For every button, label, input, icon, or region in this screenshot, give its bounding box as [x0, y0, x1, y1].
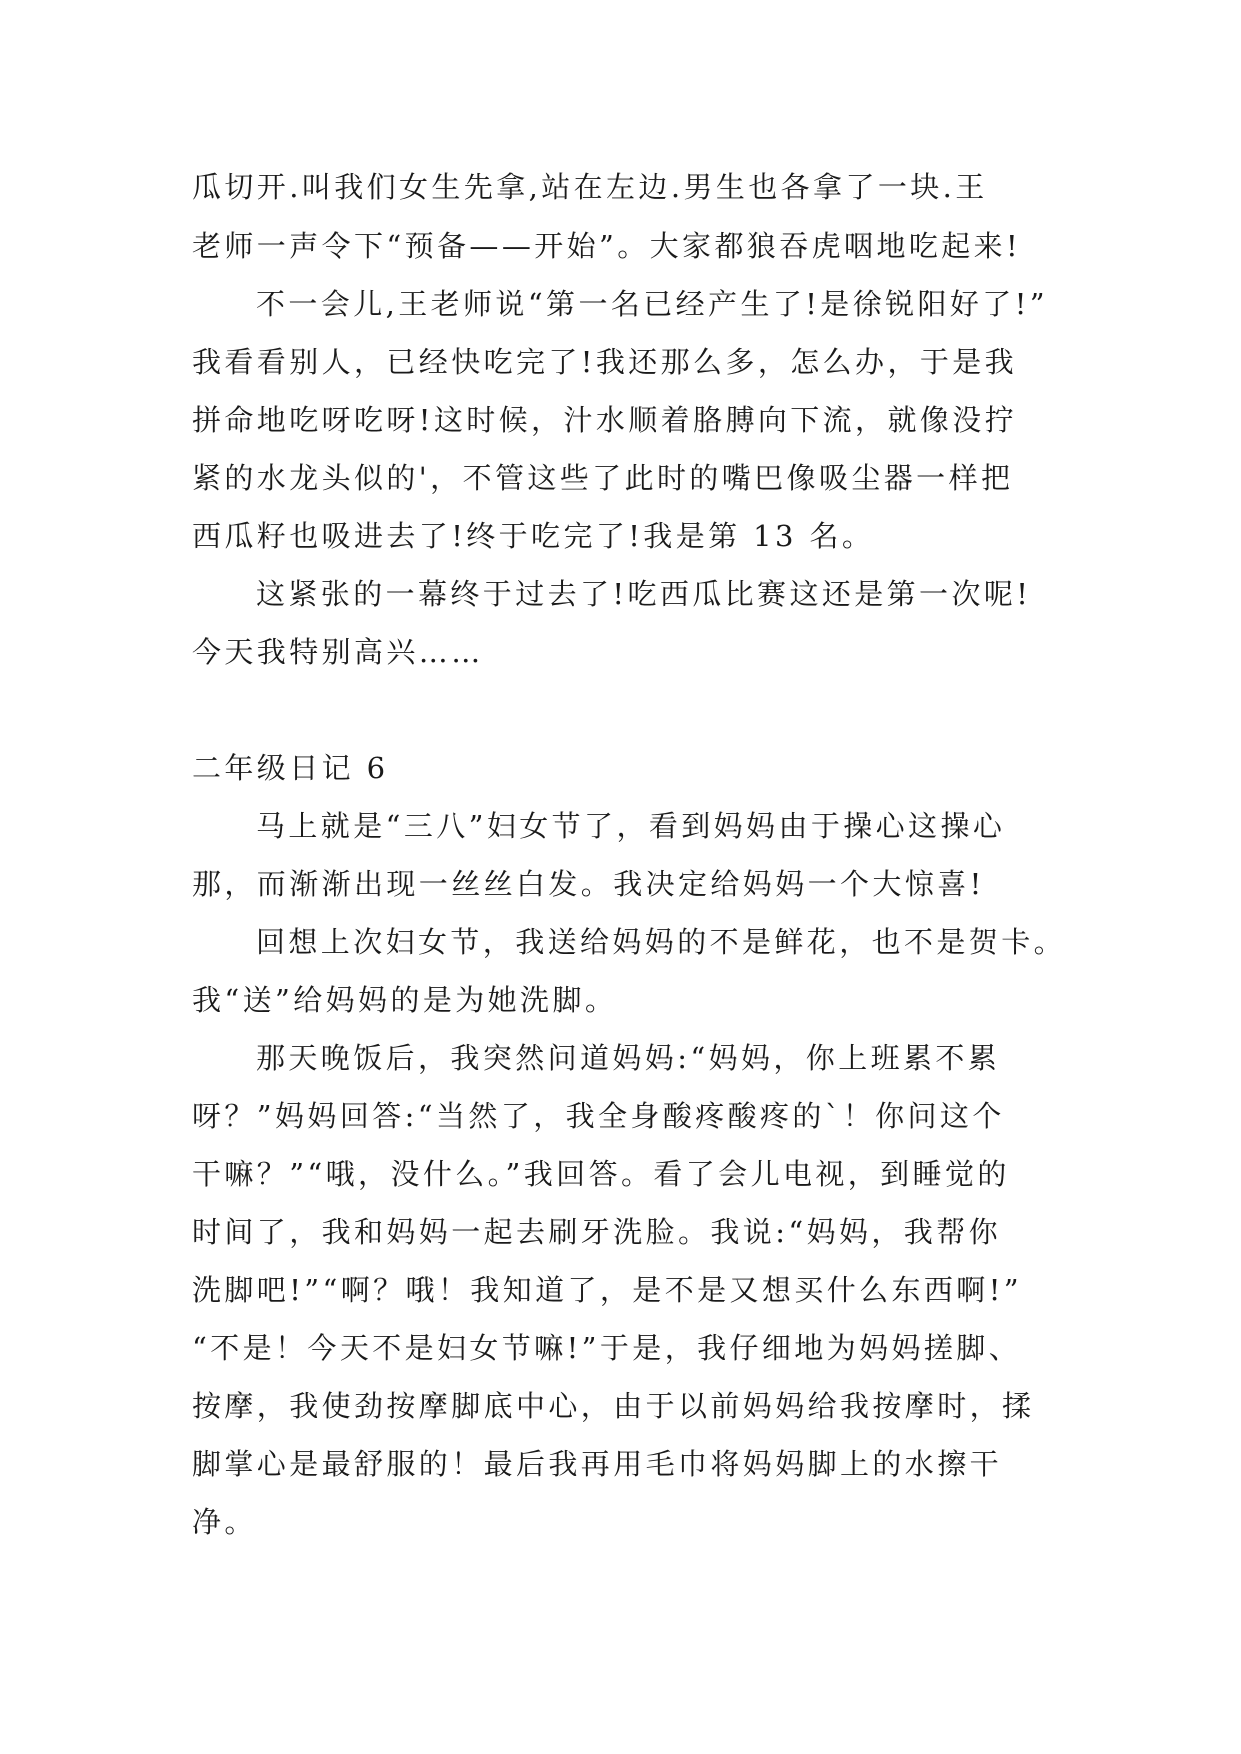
- paragraph-line: 那，而渐渐出现一丝丝白发。我决定给妈妈一个大惊喜!: [192, 867, 985, 901]
- paragraph-line: 西瓜籽也吸进去了!终于吃完了!我是第 13 名。: [192, 519, 875, 553]
- paragraph-line: 马上就是“三八”妇女节了，看到妈妈由于操心这操心: [256, 809, 1006, 843]
- paragraph-line: 那天晚饭后，我突然问道妈妈:“妈妈，你上班累不累: [256, 1041, 1001, 1075]
- paragraph-line: 不一会儿,王老师说“第一名已经产生了!是徐锐阳好了!”: [256, 287, 1048, 321]
- paragraph-line: 今天我特别高兴……: [192, 635, 484, 669]
- paragraph-line: 净。: [192, 1505, 257, 1539]
- paragraph-line: 按摩，我使劲按摩脚底中心，由于以前妈妈给我按摩时，揉: [192, 1389, 1035, 1423]
- paragraph-line: 拼命地吃呀吃呀!这时候，汁水顺着胳膊向下流，就像没拧: [192, 403, 1018, 437]
- paragraph-line: 回想上次妇女节，我送给妈妈的不是鲜花，也不是贺卡。: [256, 925, 1067, 959]
- paragraph-line: 这紧张的一幕终于过去了!吃西瓜比赛这还是第一次呢!: [256, 577, 1032, 611]
- paragraph-line: 洗脚吧!”“啊？哦！我知道了，是不是又想买什么东西啊!”: [192, 1273, 1022, 1307]
- paragraph-line: 干嘛？”“哦，没什么。”我回答。看了会儿电视，到睡觉的: [192, 1157, 1010, 1191]
- paragraph-line: 脚掌心是最舒服的！最后我再用毛巾将妈妈脚上的水擦干: [192, 1447, 1003, 1481]
- paragraph-line: “不是！今天不是妇女节嘛!”于是，我仔细地为妈妈搓脚、: [192, 1331, 1022, 1365]
- section-title: 二年级日记 6: [192, 751, 389, 785]
- paragraph-line: 我“送”给妈妈的是为她洗脚。: [192, 983, 618, 1017]
- paragraph-line: 紧的水龙头似的'，不管这些了此时的嘴巴像吸尘器一样把: [192, 461, 1014, 495]
- paragraph-line: 瓜切开.叫我们女生先拿,站在左边.男生也各拿了一块.王: [192, 170, 988, 204]
- paragraph-line: 呀？”妈妈回答:“当然了，我全身酸疼酸疼的`！你问这个: [192, 1099, 1005, 1133]
- paragraph-line: 时间了，我和妈妈一起去刷牙洗脸。我说:“妈妈，我帮你: [192, 1215, 1001, 1249]
- paragraph-line: 老师一声令下“预备——开始”。大家都狼吞虎咽地吃起来!: [192, 229, 1022, 263]
- paragraph-line: 我看看别人，已经快吃完了!我还那么多，怎么办，于是我: [192, 345, 1018, 379]
